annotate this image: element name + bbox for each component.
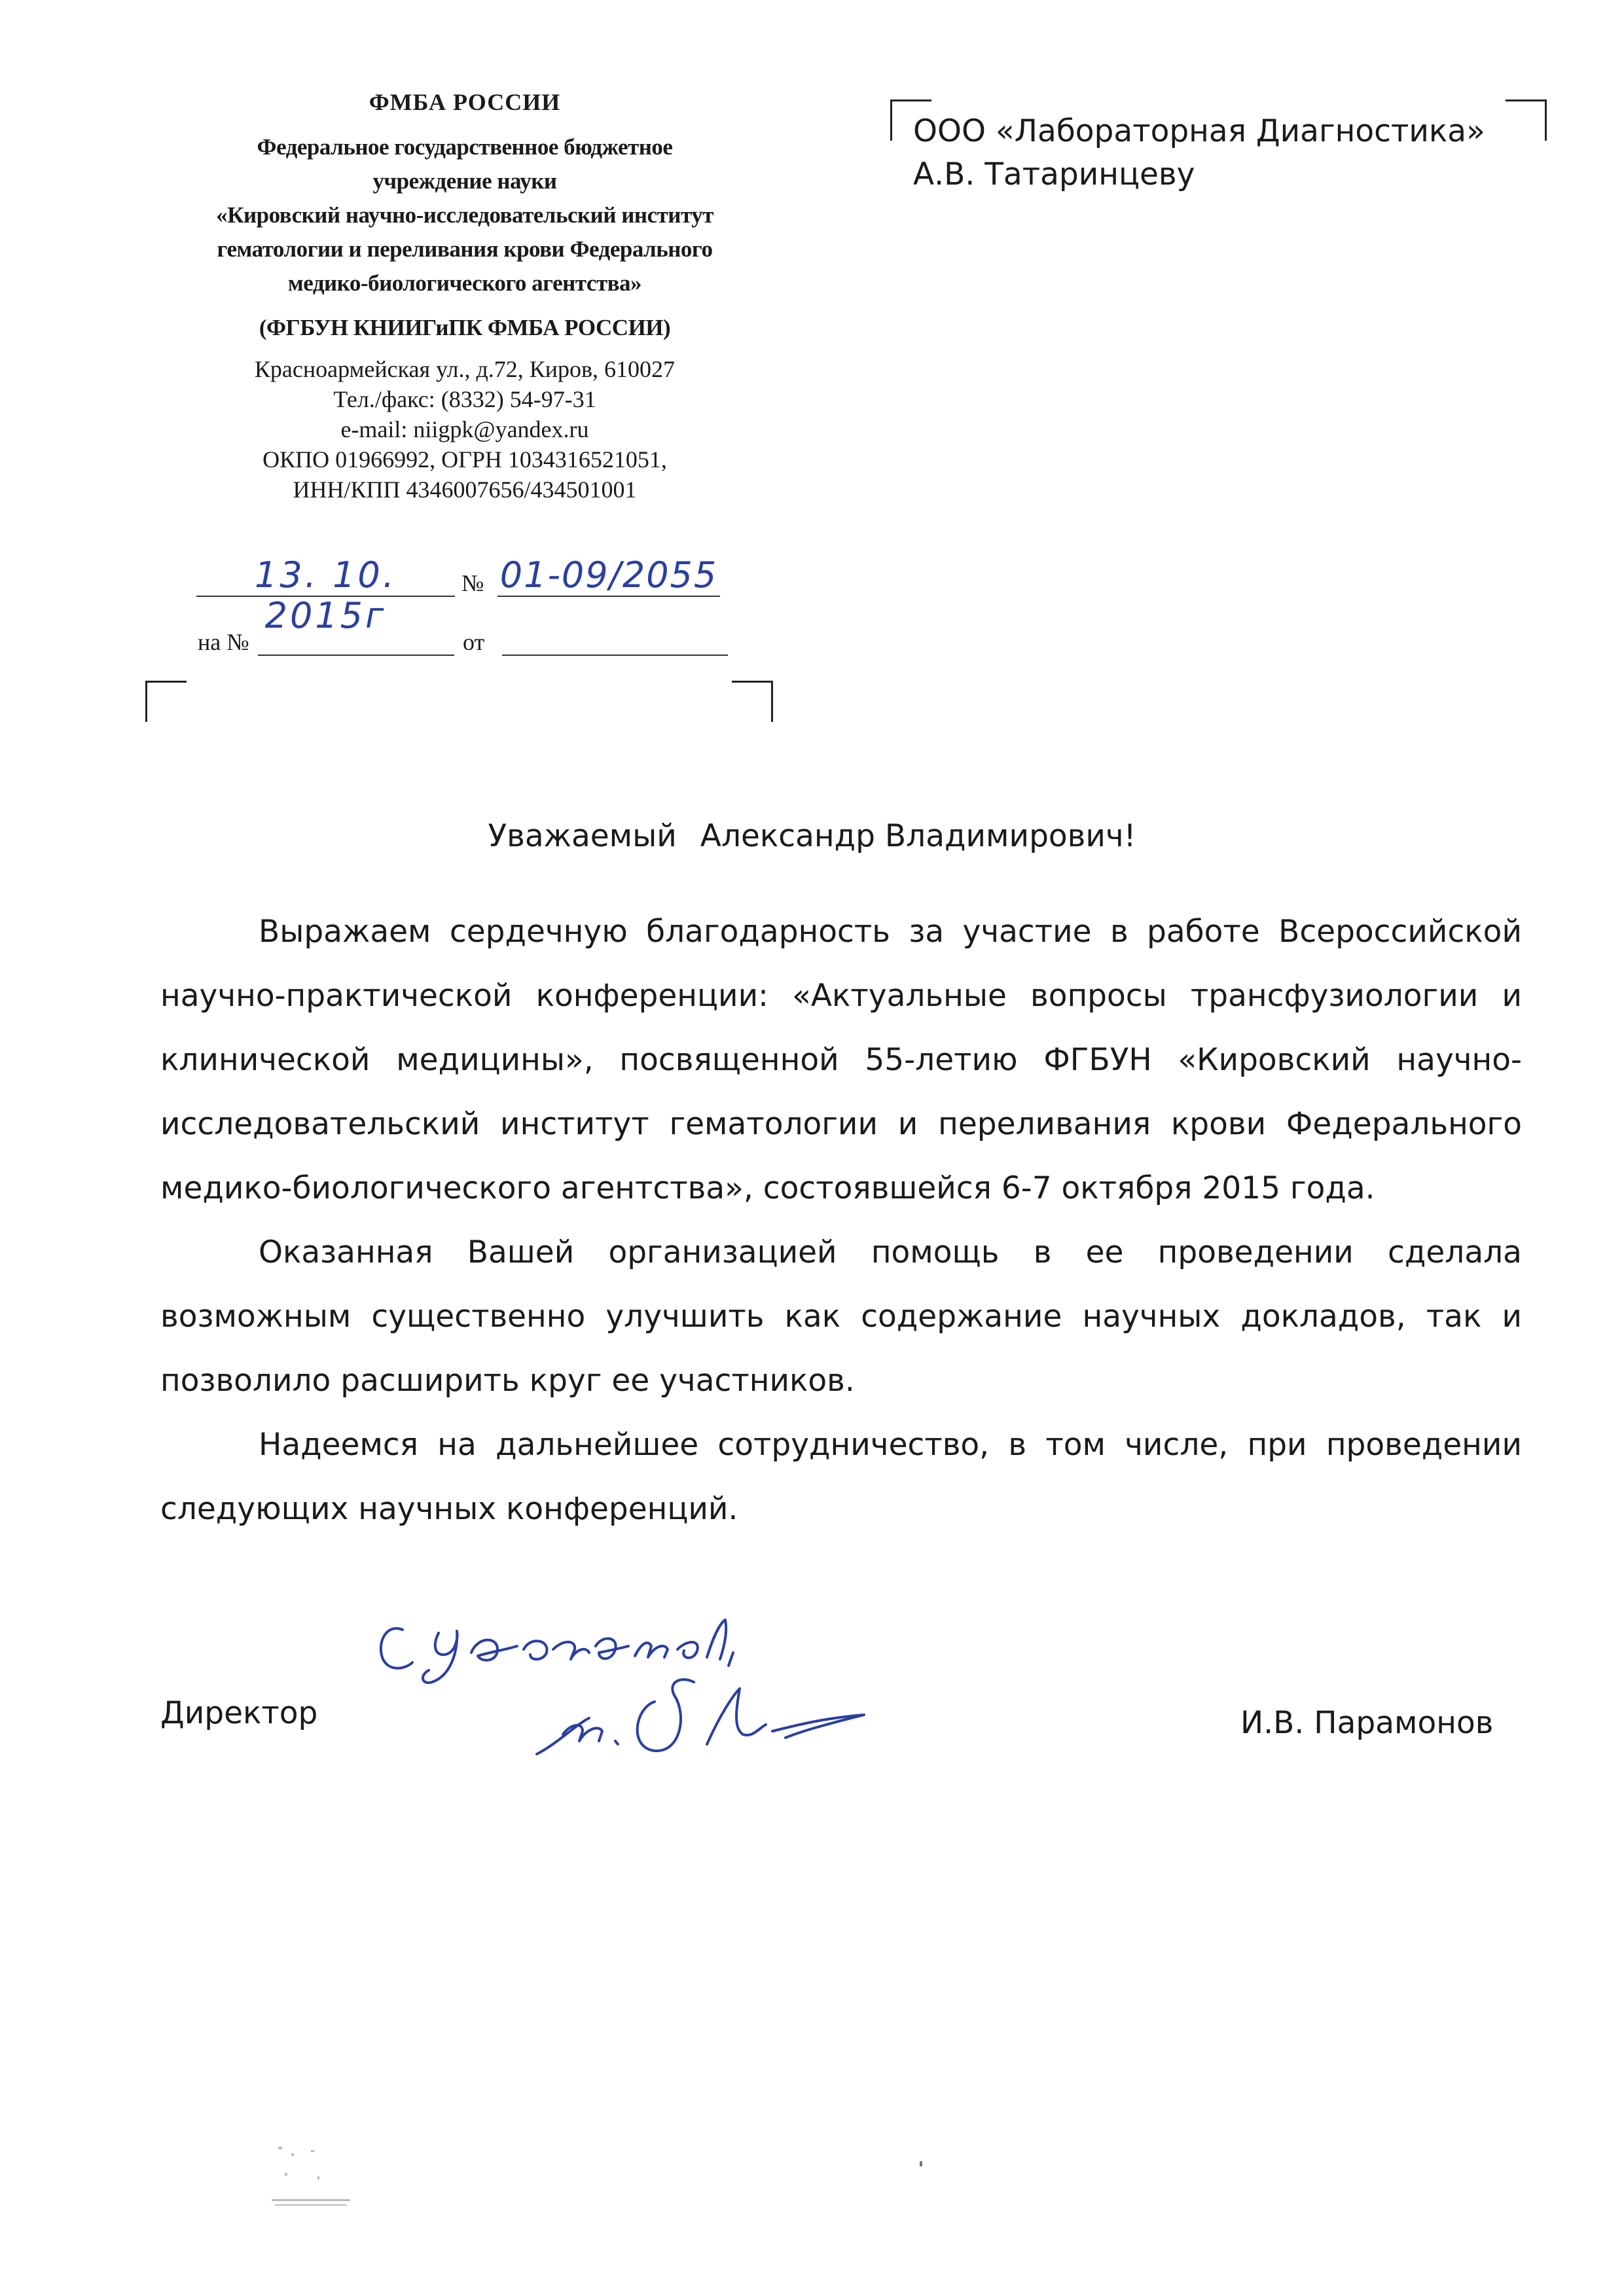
letterhead-institution-line: Федеральное государственное бюджетное (257, 134, 673, 160)
reference-date-blank (502, 655, 728, 656)
addressee-block (913, 110, 1485, 196)
letterhead-institution-line: гематологии и переливания крови Федерального (217, 236, 713, 262)
greeting-prefix: Уважаемый (488, 818, 677, 854)
registration-number: 01-09/2055 (497, 555, 720, 597)
letterhead-institution-line: медико-биологического агентства» (287, 270, 642, 296)
letterhead-inn-kpp: ИНН/КПП 4346007656/434501001 (293, 476, 637, 503)
reference-line (198, 628, 728, 661)
faint-stamp-mark (265, 2140, 363, 2219)
body-paragraph: Надеемся на дальнейшее сотрудничество, в том числе, при проведении следующих научных конференций. (160, 1427, 1522, 1527)
letterhead-institution-line: «Кировский научно-исследовательский институт (216, 202, 713, 228)
letterhead-agency: ФМБА РОССИИ (369, 89, 561, 115)
letterhead (157, 88, 772, 505)
reference-number-blank (258, 655, 454, 656)
greeting (0, 818, 1624, 854)
addressee-corner-bracket-right (1506, 99, 1547, 141)
registration-date: 13. 10. 2015г (196, 555, 455, 597)
reference-from-label: от (463, 629, 485, 655)
scan-speck (920, 2161, 922, 2166)
corner-bracket-top-right (732, 681, 773, 722)
registration-number-sign: № (461, 570, 484, 596)
body-paragraph: Выражаем сердечную благодарность за участие в работе Всероссийской научно-практической конференции: «Актуальные вопросы трансфузиологии и клинической медицины», посвященной 55-летию ФГБУН «Кировский научно-исследовательский институт гематологии и переливания крови Федерального медико-биологического агентства», состоявшейся 6-7 октября 2015 года. (160, 914, 1522, 1206)
letterhead-institution-line: учреждение науки (372, 168, 557, 194)
registration-line (190, 554, 727, 636)
letterhead-email: e-mail: niigpk@yandex.ru (340, 416, 589, 442)
letterhead-okpo-ogrn: ОКПО 01966992, ОГРН 1034316521051, (262, 446, 667, 473)
greeting-name: Александр Владимирович! (700, 818, 1136, 854)
letterhead-phone: Тел./факс: (8332) 54-97-31 (333, 386, 596, 412)
letterhead-abbreviation: (ФГБУН КНИИГиПК ФМБА РОССИИ) (259, 315, 671, 340)
reference-label: на № (198, 629, 249, 655)
corner-bracket-top-left (145, 681, 187, 722)
letterhead-address: Красноармейская ул., д.72, Киров, 610027 (254, 356, 676, 382)
addressee-organization: ООО «Лабораторная Диагностика» (913, 113, 1485, 149)
signatory-title: Директор (160, 1695, 318, 1731)
letter-body (160, 900, 1522, 1541)
handwritten-signature (367, 1584, 1087, 1780)
signatory-name: И.В. Парамонов (1240, 1705, 1494, 1741)
body-paragraph: Оказанная Вашей организацией помощь в ее проведении сделала возможным существенно улучшить как содержание научных докладов, так и позволило расширить круг ее участников. (160, 1234, 1522, 1399)
addressee-person: А.В. Татаринцеву (913, 156, 1195, 192)
